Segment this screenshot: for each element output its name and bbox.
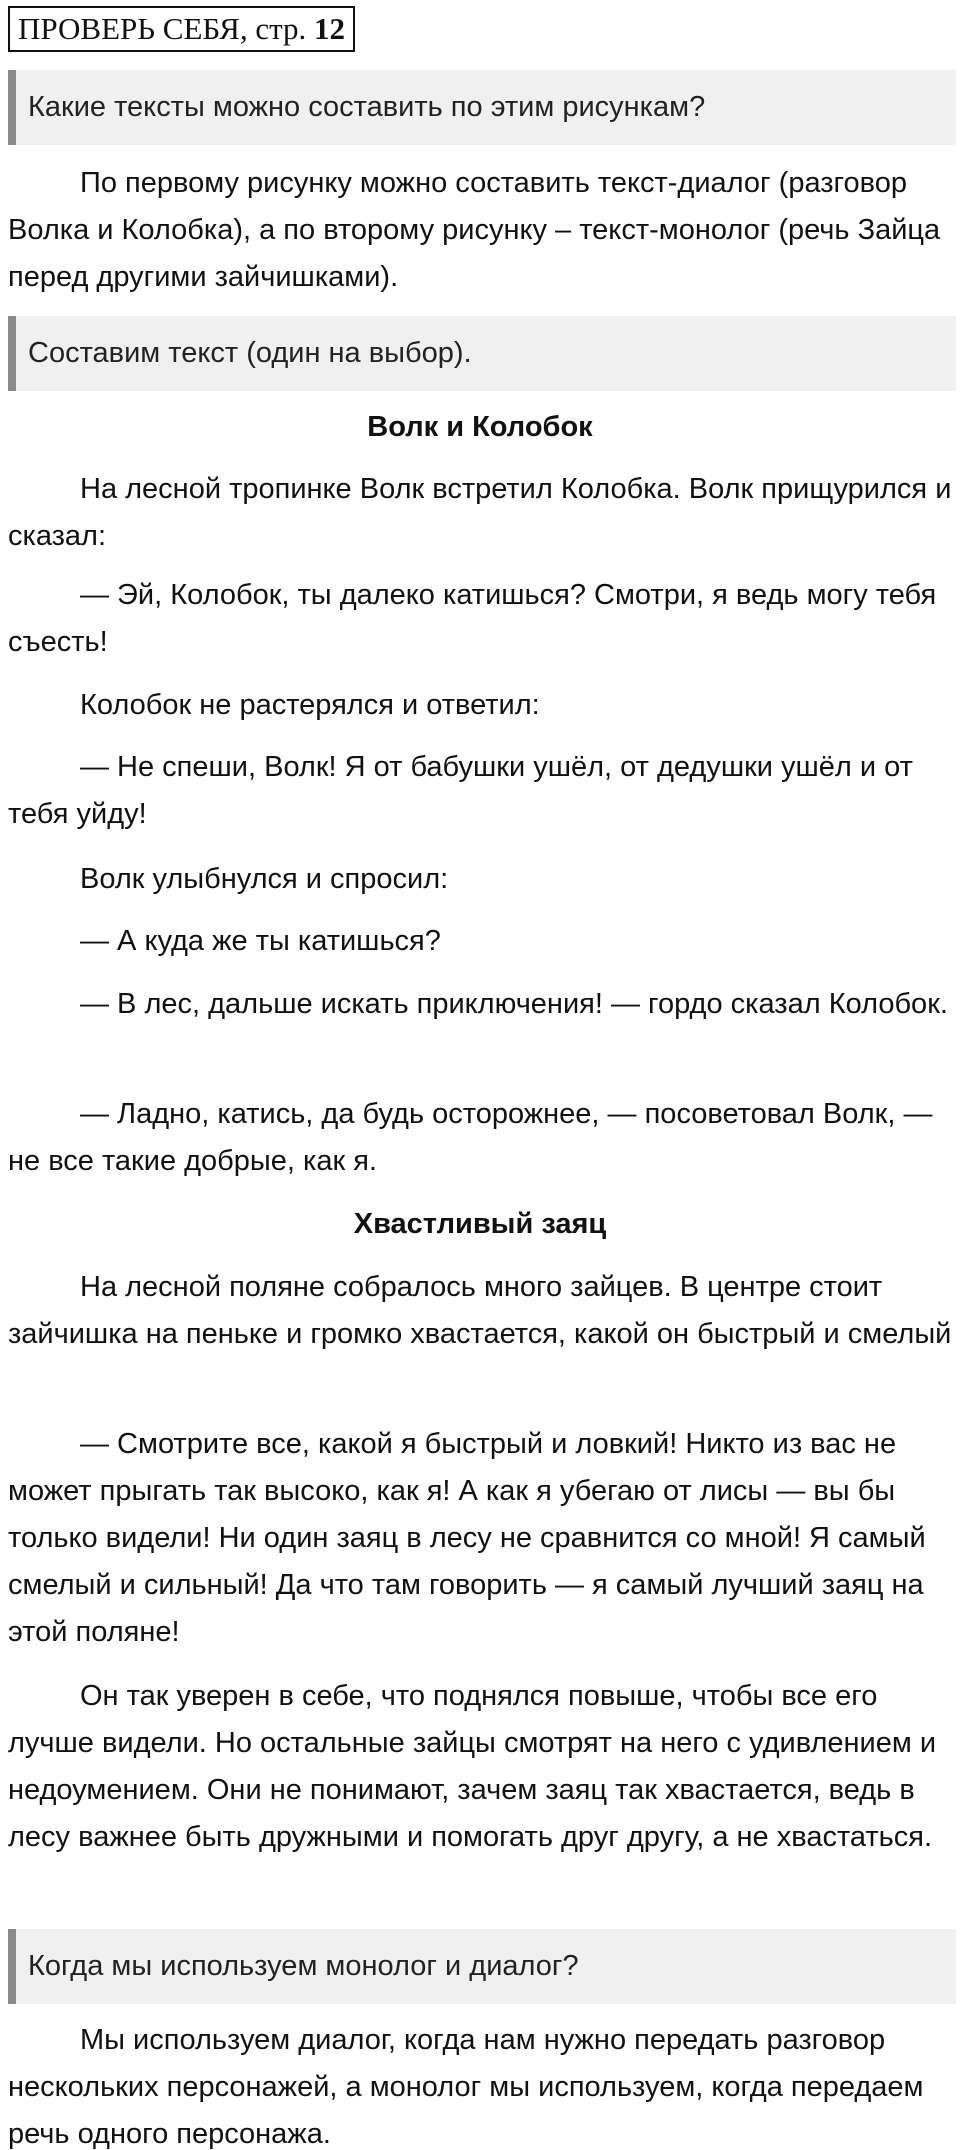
story1-paragraph: — Не спеши, Волк! Я от бабушки ушёл, от дедушки ушёл и от тебя уйду! — [8, 751, 913, 830]
story1-paragraph: Колобок не растерялся и ответил: — [80, 689, 540, 721]
question-3: Когда мы используем монолог и диалог? — [8, 1929, 956, 2004]
story1-paragraph: На лесной тропинке Волк встретил Колобка. Волк прищурился и сказал: — [8, 473, 952, 552]
story2-paragraph: — Смотрите все, какой я быстрый и ловкий! Никто из вас не может прыгать так высоко, как я! А как я убегаю от лисы — вы бы только видели! Ни один заяц в лесу не сравнится со мной! Я самый смелый и сильный! Да что там говорить — я самый лучший заяц на этой поляне! — [8, 1428, 926, 1648]
story1-paragraph: — Ладно, катись, да будь осторожнее, — посоветовал Волк, — не все такие добрые, как я. — [8, 1098, 933, 1177]
answer-1: По первому рисунку можно составить текст-диалог (разговор Волка и Колобка), а по второму рисунку – текст-монолог (речь Зайца перед другими зайчишками). — [8, 167, 941, 293]
story1-paragraph: Волк улыбнулся и спросил: — [80, 863, 449, 895]
page-header — [8, 6, 355, 52]
story1-paragraph: — А куда же ты катишься? — [80, 925, 441, 957]
story2-paragraph: Он так уверен в себе, что поднялся повыше, чтобы все его лучше видели. Но остальные зайцы смотрят на него с удивлением и недоумением. Они не понимают, зачем заяц так хвастается, ведь в лесу важнее быть дружными и помогать друг другу, а не хвастаться. — [8, 1680, 937, 1853]
page-number: 12 — [314, 11, 346, 46]
question-2: Составим текст (один на выбор). — [8, 316, 956, 391]
question-1: Какие тексты можно составить по этим рисункам? — [8, 70, 956, 145]
story-title-wolf: Волк и Колобок — [367, 411, 593, 443]
answer-3: Мы используем диалог, когда нам нужно передать разговор нескольких персонажей, а монолог мы используем, когда передаем речь одного персонажа. — [8, 2024, 924, 2150]
story1-paragraph: — Эй, Колобок, ты далеко катишься? Смотри, я ведь могу тебя съесть! — [8, 579, 937, 658]
story-title-hare: Хвастливый заяц — [353, 1208, 607, 1240]
story2-paragraph: На лесной поляне собралось много зайцев. В центре стоит зайчишка на пеньке и громко хвастается, какой он быстрый и смелый — [8, 1271, 952, 1350]
story1-paragraph: — В лес, дальше искать приключения! — гордо сказал Колобок. — [80, 988, 948, 1020]
header-label: ПРОВЕРЬ СЕБЯ, стр. — [18, 11, 307, 46]
